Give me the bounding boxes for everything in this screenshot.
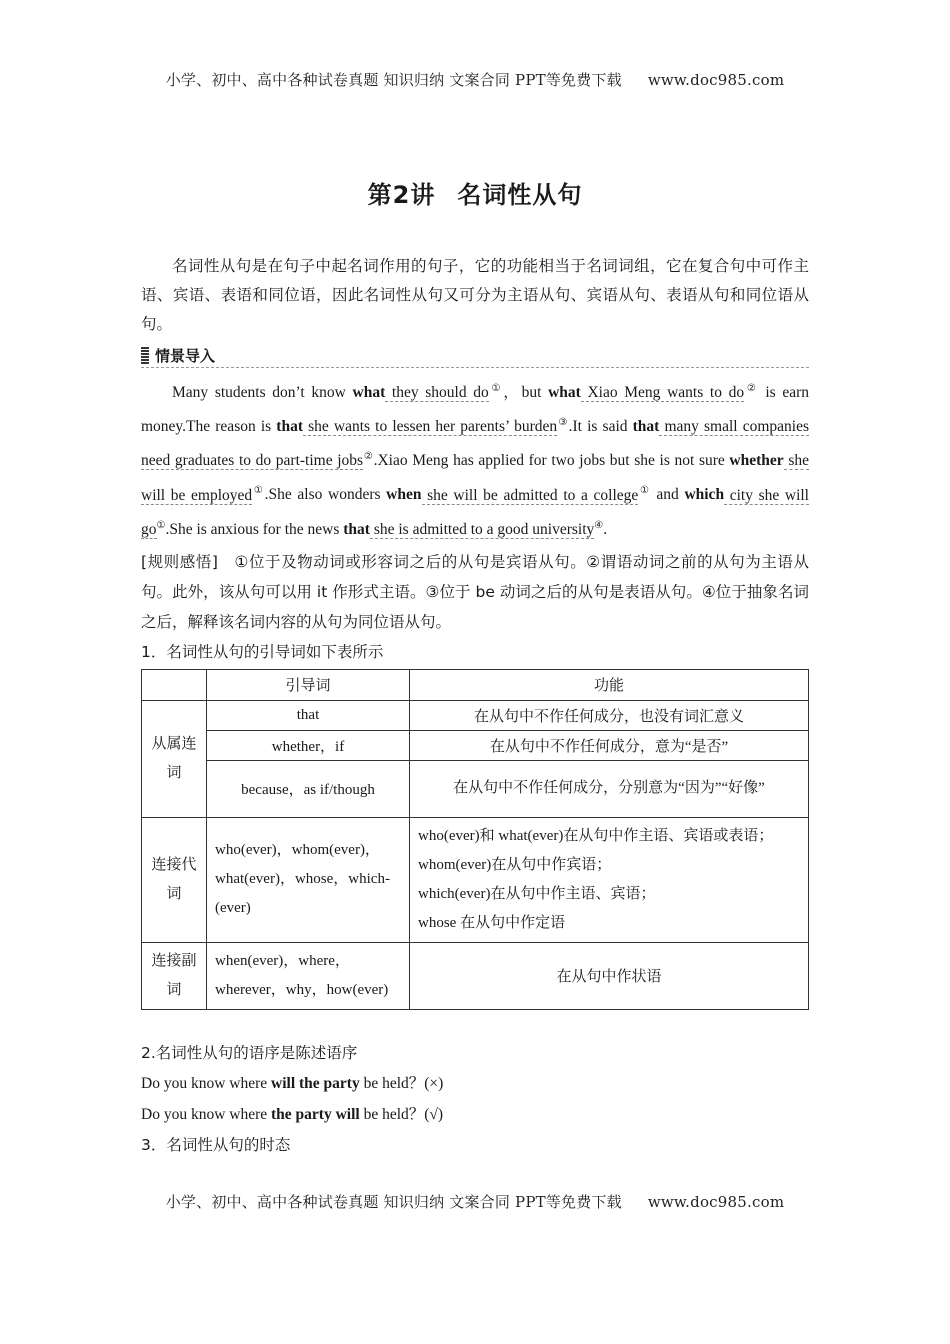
section-marker-icon xyxy=(141,346,149,364)
passage-keyword: which xyxy=(684,486,725,504)
page-title xyxy=(0,175,950,210)
group-label-pronouns: 连接代词 xyxy=(142,817,207,942)
passage-note-mark: ③ xyxy=(557,417,569,429)
example-wrong xyxy=(141,1068,809,1099)
function-cell: 在从句中不作任何成分，分别意为“因为”“好像” xyxy=(410,760,809,817)
passage-text: is earn money.The reason is xyxy=(141,384,810,436)
example-emphasis: will the party xyxy=(271,1074,360,1092)
passage-note-mark: ① xyxy=(488,383,504,394)
passage-text: .It is said xyxy=(568,418,633,436)
passage-keyword: what xyxy=(352,384,386,402)
table-row xyxy=(142,942,809,1009)
table-corner-cell xyxy=(142,669,207,700)
footer-text: 小学、初中、高中各种试卷真题 知识归纳 文案合同 PPT等免费下载 xyxy=(165,1193,622,1211)
table-row xyxy=(142,700,809,730)
passage-text: ，but xyxy=(503,384,549,402)
passage-text: .She also wonders xyxy=(264,486,387,504)
passage-clause: Xiao Meng wants to do xyxy=(580,384,745,402)
main-content xyxy=(141,252,809,1160)
function-cell: 在从句中不作任何成分，也没有词汇意义 xyxy=(410,700,809,730)
title-lesson: 第2讲 xyxy=(367,181,436,209)
page-header xyxy=(0,69,950,90)
title-topic: 名词性从句 xyxy=(457,181,583,209)
table-row xyxy=(142,760,809,817)
passage-note-mark: ① xyxy=(156,519,166,531)
function-cell: 在从句中不作任何成分，意为“是否” xyxy=(410,730,809,760)
passage-keyword: whether xyxy=(729,452,784,470)
function-line: which(ever)在从句中作主语、宾语； xyxy=(418,885,656,902)
heading-introducers: 1．名词性从句的引导词如下表所示 xyxy=(141,642,384,661)
passage-clause: she wants to lessen her parents’ burden xyxy=(303,418,558,436)
function-cell: 在从句中作状语 xyxy=(410,942,809,1009)
header-text: 小学、初中、高中各种试卷真题 知识归纳 文案合同 PPT等免费下载 xyxy=(165,71,622,89)
passage-text: Many students don’t know xyxy=(172,384,353,402)
table-header-function: 功能 xyxy=(410,669,809,700)
footer-site[interactable]: www.doc985.com xyxy=(647,1193,785,1211)
intro-paragraph: 名词性从句是在句子中起名词作用的句子，它的功能相当于名词词组，它在复合句中可作主语、宾语、表语和同位语，因此名词性从句又可分为主语从句、宾语从句、表语从句和同位语从句。 xyxy=(141,257,809,333)
passage-clause: she will be employed xyxy=(141,452,809,504)
introducer-cell: that xyxy=(207,700,410,730)
passage-keyword: that xyxy=(276,418,303,436)
introducer-cell: whether，if xyxy=(207,730,410,760)
function-cell xyxy=(410,817,809,942)
passage-keyword: that xyxy=(343,520,370,538)
introducer-cell: because，as if/though xyxy=(207,760,410,817)
passage-text: .Xiao Meng has applied for two jobs but she is not sure xyxy=(373,452,730,470)
passage-clause: she is admitted to a good university xyxy=(369,520,595,538)
table-header-introducer: 引导词 xyxy=(207,669,410,700)
example-text: be held？(√) xyxy=(359,1105,444,1123)
table-header-row xyxy=(142,669,809,700)
introducer-cell: when(ever)，where，wherever，why，how(ever) xyxy=(207,942,410,1009)
group-label-subordinating: 从属连词 xyxy=(142,700,207,817)
rule-insight: [规则感悟] ①位于及物动词或形容词之后的从句是宾语从句。②谓语动词之前的从句为主语从句。此外，该从句可以用 it 作形式主语。③位于 be 动词之后的从句是表语从句。④位于抽象名词之后，解释该名词内容的从句为同位语从句。 xyxy=(141,552,809,631)
example-correct xyxy=(141,1099,809,1130)
page-footer xyxy=(0,1191,950,1212)
function-line: whom(ever)在从句中作宾语； xyxy=(418,856,612,873)
function-line: whose 在从句中作定语 xyxy=(418,914,566,931)
example-text: Do you know where xyxy=(141,1105,272,1123)
introducer-table xyxy=(141,669,809,1010)
passage-keyword: what xyxy=(548,384,581,402)
section-label: 情景导入 xyxy=(155,346,216,365)
passage-clause: they should do xyxy=(385,384,489,402)
heading-word-order: 2.名词性从句的语序是陈述语序 xyxy=(141,1043,358,1062)
scenario-passage xyxy=(141,374,809,545)
example-emphasis: the party will xyxy=(271,1105,360,1123)
passage-note-mark: ① xyxy=(252,485,265,497)
passage-keyword: when xyxy=(386,486,422,504)
introducer-cell: who(ever)，whom(ever)，what(ever)，whose，which-(ever) xyxy=(207,817,410,942)
section-bar xyxy=(141,343,809,368)
passage-clause: she will be admitted to a college xyxy=(421,486,639,504)
passage-clause: many small companies need graduates to do part-time jobs xyxy=(141,418,809,470)
example-text: be held？(×) xyxy=(359,1074,444,1092)
table-row xyxy=(142,730,809,760)
header-site[interactable]: www.doc985.com xyxy=(647,71,785,89)
heading-tense: 3．名词性从句的时态 xyxy=(141,1135,291,1154)
passage-note-mark: ② xyxy=(744,383,759,394)
table-row xyxy=(142,817,809,942)
passage-keyword: that xyxy=(632,418,660,436)
passage-note-mark: ① xyxy=(638,485,651,497)
passage-text: . xyxy=(603,520,608,538)
passage-note-mark: ② xyxy=(363,451,374,463)
passage-note-mark: ④ xyxy=(594,519,604,531)
example-text: Do you know where xyxy=(141,1074,272,1092)
function-line: who(ever)和 what(ever)在从句中作主语、宾语或表语； xyxy=(418,827,774,844)
group-label-adverbs: 连接副词 xyxy=(142,942,207,1009)
passage-text: .She is anxious for the news xyxy=(165,520,344,538)
passage-clause: city she will go xyxy=(141,486,809,538)
passage-text: and xyxy=(650,486,685,504)
